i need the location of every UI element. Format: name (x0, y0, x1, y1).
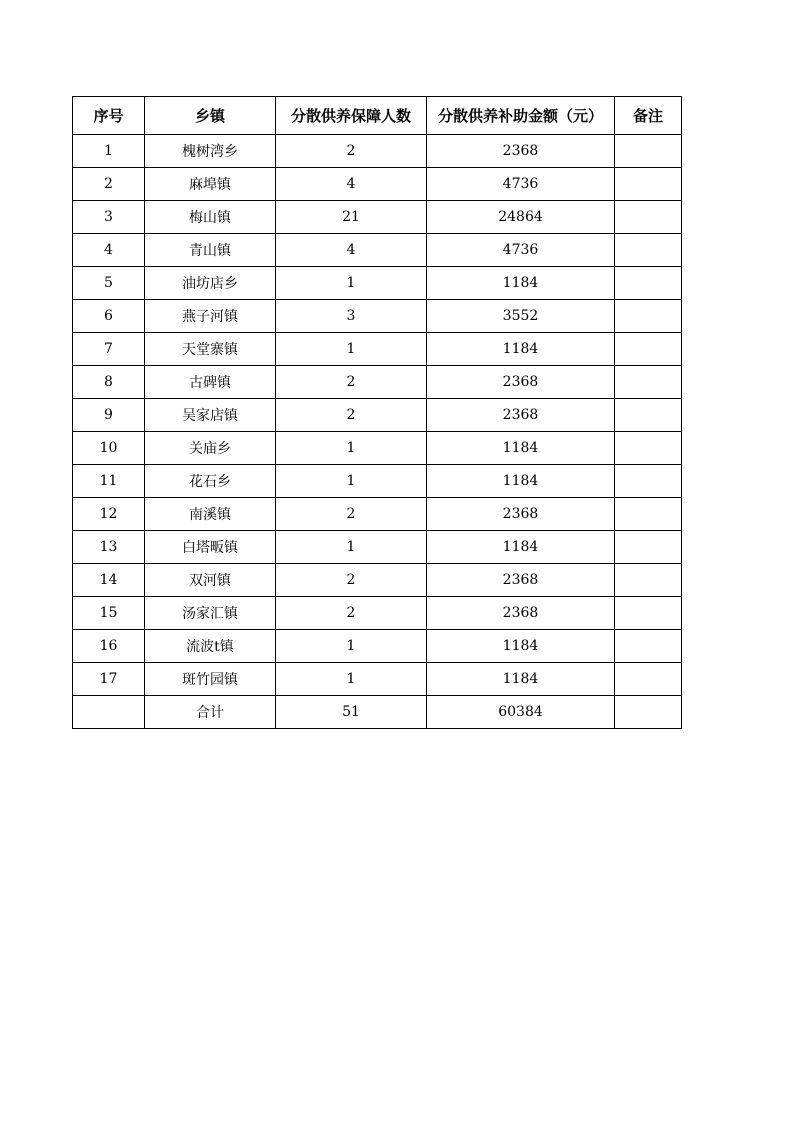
cell-serial-number: 3 (73, 201, 145, 234)
cell-township: 槐树湾乡 (145, 135, 276, 168)
cell-subsidy-amount: 1184 (427, 531, 615, 564)
cell-remarks (615, 168, 682, 201)
cell-serial-number: 11 (73, 465, 145, 498)
cell-subsidy-amount: 1184 (427, 663, 615, 696)
table-body (73, 135, 682, 729)
table-row (73, 399, 682, 432)
cell-remarks (615, 498, 682, 531)
table-row (73, 234, 682, 267)
subsidy-table (72, 96, 682, 729)
cell-support-count: 2 (276, 135, 427, 168)
cell-support-count: 1 (276, 333, 427, 366)
table-row (73, 465, 682, 498)
cell-subsidy-amount: 3552 (427, 300, 615, 333)
cell-remarks (615, 399, 682, 432)
cell-subsidy-amount: 1184 (427, 267, 615, 300)
header-support-count: 分散供养保障人数 (276, 97, 427, 135)
table-row (73, 663, 682, 696)
header-serial-number: 序号 (73, 97, 145, 135)
table-row (73, 531, 682, 564)
cell-subsidy-amount: 2368 (427, 564, 615, 597)
table-row (73, 333, 682, 366)
document-sheet (72, 96, 682, 729)
table-row (73, 366, 682, 399)
cell-township: 燕子河镇 (145, 300, 276, 333)
cell-subsidy-amount: 2368 (427, 597, 615, 630)
cell-subsidy-amount: 4736 (427, 168, 615, 201)
cell-serial-number: 7 (73, 333, 145, 366)
cell-township: 天堂寨镇 (145, 333, 276, 366)
table-header-row (73, 97, 682, 135)
cell-support-count: 1 (276, 432, 427, 465)
cell-subsidy-amount: 1184 (427, 465, 615, 498)
cell-support-count: 4 (276, 168, 427, 201)
cell-serial-number: 1 (73, 135, 145, 168)
cell-township: 流波t镇 (145, 630, 276, 663)
cell-serial-number: 9 (73, 399, 145, 432)
cell-township: 青山镇 (145, 234, 276, 267)
cell-remarks (615, 432, 682, 465)
cell-township: 斑竹园镇 (145, 663, 276, 696)
cell-support-count: 1 (276, 663, 427, 696)
cell-township: 麻埠镇 (145, 168, 276, 201)
cell-serial-number: 6 (73, 300, 145, 333)
table-row (73, 432, 682, 465)
cell-township: 吴家店镇 (145, 399, 276, 432)
table-row (73, 564, 682, 597)
cell-remarks (615, 366, 682, 399)
cell-serial-number: 12 (73, 498, 145, 531)
cell-subsidy-amount: 4736 (427, 234, 615, 267)
header-remarks: 备注 (615, 97, 682, 135)
header-subsidy-amount: 分散供养补助金额（元） (427, 97, 615, 135)
cell-support-count: 21 (276, 201, 427, 234)
cell-remarks (615, 663, 682, 696)
cell-remarks (615, 300, 682, 333)
cell-serial-number: 5 (73, 267, 145, 300)
cell-serial-number: 16 (73, 630, 145, 663)
table-row (73, 267, 682, 300)
table-total-row (73, 696, 682, 729)
cell-support-count: 1 (276, 531, 427, 564)
cell-remarks (615, 465, 682, 498)
cell-remarks (615, 234, 682, 267)
table-row (73, 498, 682, 531)
table-row (73, 135, 682, 168)
cell-support-count: 2 (276, 597, 427, 630)
cell-serial-number: 10 (73, 432, 145, 465)
cell-total-serial (73, 696, 145, 729)
table-row (73, 300, 682, 333)
cell-support-count: 3 (276, 300, 427, 333)
cell-support-count: 2 (276, 399, 427, 432)
cell-remarks (615, 201, 682, 234)
cell-remarks (615, 135, 682, 168)
cell-subsidy-amount: 2368 (427, 399, 615, 432)
cell-serial-number: 14 (73, 564, 145, 597)
cell-serial-number: 4 (73, 234, 145, 267)
cell-support-count: 2 (276, 366, 427, 399)
table-row (73, 630, 682, 663)
cell-subsidy-amount: 2368 (427, 135, 615, 168)
cell-total-remarks (615, 696, 682, 729)
cell-remarks (615, 531, 682, 564)
cell-remarks (615, 597, 682, 630)
cell-serial-number: 8 (73, 366, 145, 399)
cell-subsidy-amount: 1184 (427, 432, 615, 465)
cell-subsidy-amount: 1184 (427, 630, 615, 663)
cell-support-count: 1 (276, 267, 427, 300)
cell-total-label: 合计 (145, 696, 276, 729)
cell-subsidy-amount: 2368 (427, 366, 615, 399)
cell-total-count: 51 (276, 696, 427, 729)
cell-serial-number: 13 (73, 531, 145, 564)
cell-support-count: 4 (276, 234, 427, 267)
cell-remarks (615, 564, 682, 597)
cell-support-count: 1 (276, 630, 427, 663)
cell-township: 古碑镇 (145, 366, 276, 399)
cell-remarks (615, 267, 682, 300)
cell-subsidy-amount: 24864 (427, 201, 615, 234)
cell-support-count: 2 (276, 564, 427, 597)
cell-township: 油坊店乡 (145, 267, 276, 300)
cell-township: 关庙乡 (145, 432, 276, 465)
table-row (73, 201, 682, 234)
cell-township: 南溪镇 (145, 498, 276, 531)
cell-township: 白塔畈镇 (145, 531, 276, 564)
cell-township: 双河镇 (145, 564, 276, 597)
cell-subsidy-amount: 2368 (427, 498, 615, 531)
cell-township: 梅山镇 (145, 201, 276, 234)
cell-remarks (615, 333, 682, 366)
cell-support-count: 1 (276, 465, 427, 498)
cell-remarks (615, 630, 682, 663)
header-township: 乡镇 (145, 97, 276, 135)
cell-township: 汤家汇镇 (145, 597, 276, 630)
table-row (73, 168, 682, 201)
cell-serial-number: 17 (73, 663, 145, 696)
cell-total-amount: 60384 (427, 696, 615, 729)
table-row (73, 597, 682, 630)
cell-serial-number: 15 (73, 597, 145, 630)
cell-serial-number: 2 (73, 168, 145, 201)
cell-subsidy-amount: 1184 (427, 333, 615, 366)
cell-support-count: 2 (276, 498, 427, 531)
cell-township: 花石乡 (145, 465, 276, 498)
